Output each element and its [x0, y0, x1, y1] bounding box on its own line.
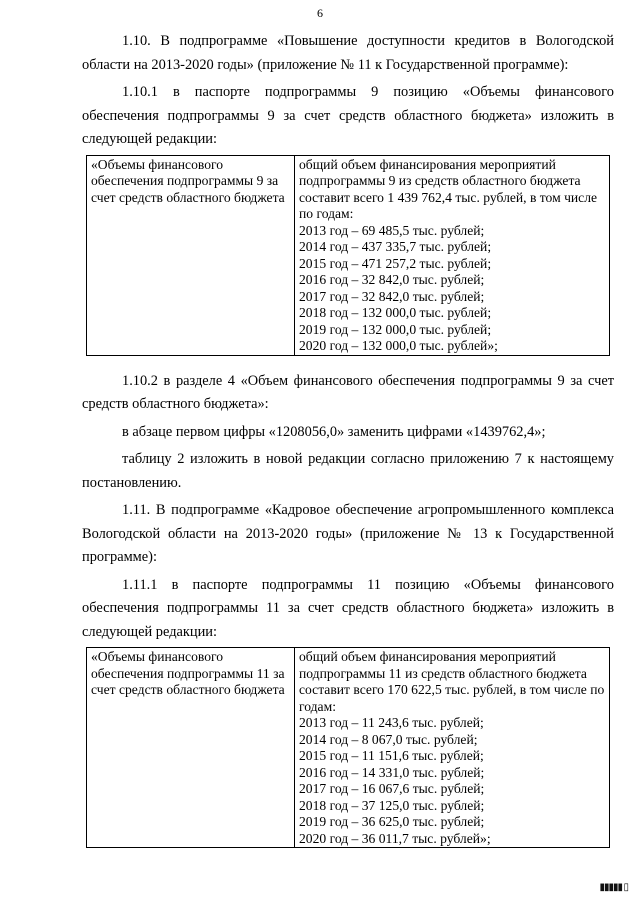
section-1-10-intro: 1.10. В подпрограмме «Повышение доступности кредитов в Вологодской области на 2013-2020 годы» (приложение № 11 к Государственной программе): [82, 33, 614, 73]
funding-year-2020: 2020 год – 36 011,7 тыс. рублей»; [299, 830, 491, 846]
funding-total-text: общий объем финансирования мероприятий подпрограммы 9 из средств областного бюджета составит всего 1 439 762,4 тыс. рублей, в том числе по годам: [299, 156, 598, 221]
section-1-10-1: 1.10.1 в паспорте подпрограммы 9 позицию «Объемы финансового обеспечения подпрограммы 9 за счет средств областного бюджета» изложить в следующей редакции: [82, 84, 614, 147]
funding-year-2018: 2018 год – 132 000,0 тыс. рублей; [299, 305, 492, 320]
document-barcode-mark: ▮▮▮▮▮ ▯ [599, 882, 628, 893]
section-1-10-2-b: таблицу 2 изложить в новой редакции согласно приложению 7 к настоящему постановлению. [82, 451, 614, 491]
funding-year-2016: 2016 год – 14 331,0 тыс. рублей; [299, 764, 485, 780]
funding-year-2013: 2013 год – 11 243,6 тыс. рублей; [299, 715, 484, 730]
section-1-10-2-a: в абзаце первом цифры «1208056,0» заменить цифрами «1439762,4»; [122, 423, 546, 440]
table-cell-value [295, 648, 610, 848]
table-cell-label: «Объемы финансового обеспечения подпрограммы 9 за счет средств областного бюджета [87, 155, 295, 355]
funding-year-2016: 2016 год – 32 842,0 тыс. рублей; [299, 272, 485, 287]
funding-year-2015: 2015 год – 471 257,2 тыс. рублей; [299, 255, 492, 271]
funding-year-2018: 2018 год – 37 125,0 тыс. рублей; [299, 797, 485, 813]
document-body [82, 30, 614, 862]
table-row [87, 155, 610, 355]
funding-year-2019: 2019 год – 132 000,0 тыс. рублей; [299, 321, 492, 337]
funding-table-subprogram-11 [86, 647, 610, 848]
funding-year-2014: 2014 год – 8 067,0 тыс. рублей; [299, 731, 478, 747]
funding-table-subprogram-9 [86, 155, 610, 356]
funding-year-2017: 2017 год – 32 842,0 тыс. рублей; [299, 288, 485, 304]
section-1-10-2: 1.10.2 в разделе 4 «Объем финансового обеспечения подпрограммы 9 за счет средств областного бюджета»: [82, 372, 614, 412]
section-1-11-1: 1.11.1 в паспорте подпрограммы 11 позицию «Объемы финансового обеспечения подпрограммы 11 за счет средств областного бюджета» изложить в следующей редакции: [82, 576, 614, 640]
funding-year-2013: 2013 год – 69 485,5 тыс. рублей; [299, 222, 485, 238]
table-cell-label: «Объемы финансового обеспечения подпрограммы 11 за счет средств областного бюджета [87, 648, 295, 848]
funding-year-2014: 2014 год – 437 335,7 тыс. рублей; [299, 239, 492, 254]
page-number: 6 [317, 6, 323, 20]
table-row [87, 648, 610, 848]
funding-year-2019: 2019 год – 36 625,0 тыс. рублей; [299, 814, 485, 829]
funding-year-2017: 2017 год – 16 067,6 тыс. рублей; [299, 781, 485, 796]
funding-year-2020: 2020 год – 132 000,0 тыс. рублей»; [299, 338, 498, 353]
funding-total-text: общий объем финансирования мероприятий подпрограммы 11 из средств областного бюджета составит всего 170 622,5 тыс. рублей, в том числе по годам: [299, 649, 605, 714]
table-cell-value [295, 155, 610, 355]
section-1-11-intro: 1.11. В подпрограмме «Кадровое обеспечение агропромышленного комплекса Вологодской области на 2013-2020 годы» (приложение № 13 к Государственной программе): [82, 502, 614, 565]
funding-year-2015: 2015 год – 11 151,6 тыс. рублей; [299, 748, 484, 763]
